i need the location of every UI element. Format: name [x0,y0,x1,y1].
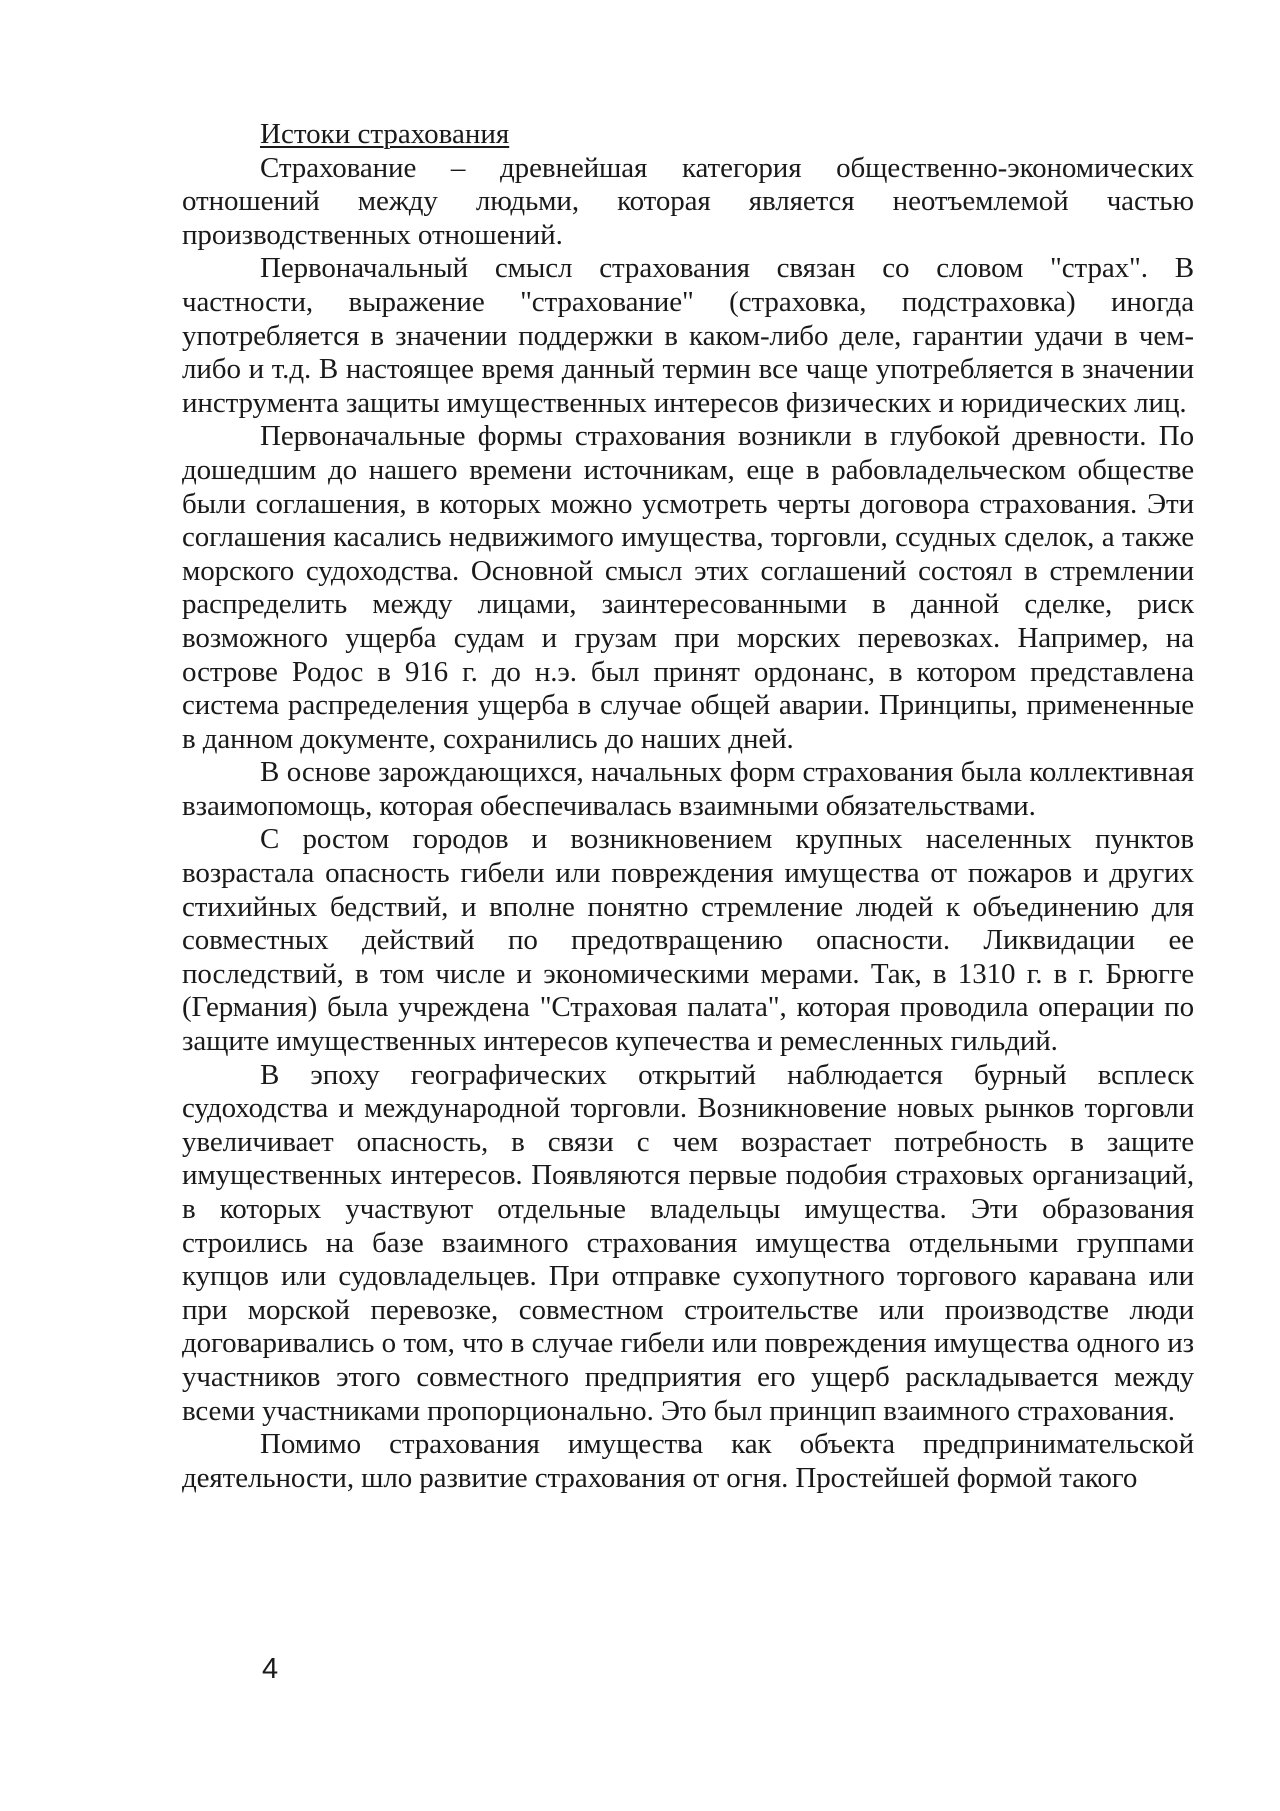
page-number: 4 [262,1653,279,1685]
section-heading: Истоки страхования [260,118,510,150]
paragraph: В эпоху географических открытий наблюдается бурный всплеск судоходства и международной торговли. Возникновение новых рынков торговли увеличивает опасность, в связи с чем возрастает потребность в защите имущественных интересов. Появляются первые подобия страховых организаций, в которых участвуют отдельные владельцы имущества. Эти образования строились на базе взаимного страхования имущества отдельными группами купцов или судовладельцев. При отправке сухопутного торгового каравана или при морской перевозке, совместном строительстве или производстве люди договаривались о том, что в случае гибели или повреждения имущества одного из участников этого совместного предприятия его ущерб раскладывается между всеми участниками пропорционально. Это был принцип взаимного страхования. [182,1058,1194,1427]
document-page [182,118,1194,1495]
paragraph: Первоначальные формы страхования возникли в глубокой древности. По дошедшим до нашего времени источникам, еще в рабовладельческом обществе были соглашения, в которых можно усмотреть черты договора страхования. Эти соглашения касались недвижимого имущества, торговли, ссудных сделок, а также морского судоходства. Основной смысл этих соглашений состоял в стремлении распределить между лицами, заинтересованными в данной сделке, риск возможного ущерба судам и грузам при морских перевозках. Например, на острове Родос в 916 г. до н.э. был принят ордонанс, в котором представлена система распределения ущерба в случае общей аварии. Принципы, примененные в данном документе, сохранились до наших дней. [182,420,1194,755]
paragraph: Первоначальный смысл страхования связан со словом "страх". В частности, выражение "страхование" (страховка, подстраховка) иногда употребляется в значении поддержки в каком-либо деле, гарантии удачи в чем-либо и т.д. В настоящее время данный термин все чаще употребляется в значении инструмента защиты имущественных интересов физических и юридических лиц. [182,252,1194,419]
paragraph: С ростом городов и возникновением крупных населенных пунктов возрастала опасность гибели или повреждения имущества от пожаров и других стихийных бедствий, и вполне понятно стремление людей к объединению для совместных действий по предотвращению опасности. Ликвидации ее последствий, в том числе и экономическими мерами. Так, в 1310 г. в г. Брюгге (Германия) была учреждена "Страховая палата", которая проводила операции по защите имущественных интересов купечества и ремесленных гильдий. [182,823,1194,1058]
paragraph: В основе зарождающихся, начальных форм страхования была коллективная взаимопомощь, которая обеспечивалась взаимными обязательствами. [182,756,1194,822]
paragraph: Помимо страхования имущества как объекта предпринимательской деятельности, шло развитие страхования от огня. Простейшей формой такого [182,1428,1194,1494]
paragraph: Страхование – древнейшая категория общественно-экономических отношений между людьми, которая является неотъемлемой частью производственных отношений. [182,151,1194,251]
